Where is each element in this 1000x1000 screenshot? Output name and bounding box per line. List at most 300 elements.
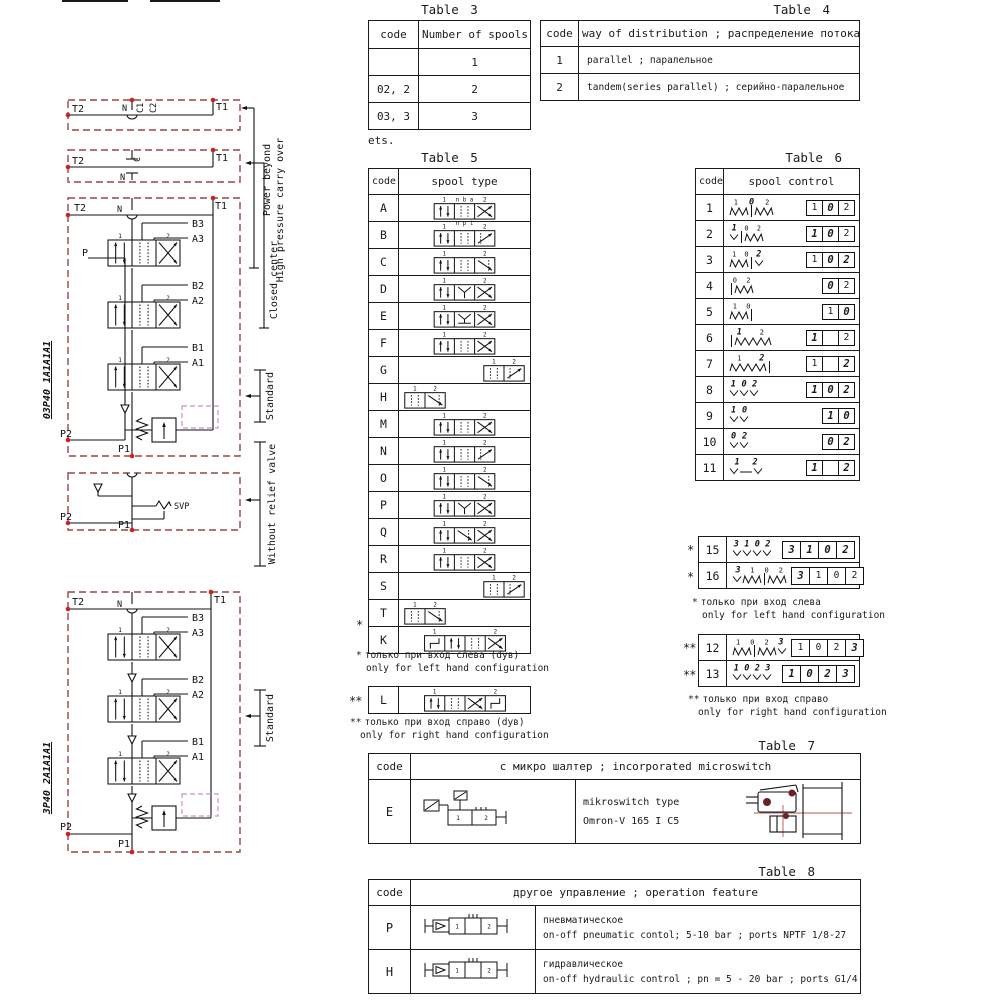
spool-code: L bbox=[369, 687, 399, 714]
control-code: 6 bbox=[696, 325, 724, 351]
control-cell bbox=[727, 537, 860, 563]
spool-code: B bbox=[369, 222, 399, 249]
svg-text:2: 2 bbox=[746, 276, 751, 284]
page-edge-artifact bbox=[62, 0, 128, 2]
spool-symbol bbox=[430, 465, 499, 491]
spool-code: D bbox=[369, 276, 399, 303]
spool-code: O bbox=[369, 465, 399, 492]
table-row bbox=[696, 299, 860, 325]
spool-symbol bbox=[430, 492, 499, 518]
table6-extra-grid bbox=[698, 634, 860, 687]
svg-text:2: 2 bbox=[484, 815, 488, 822]
control-cell bbox=[727, 563, 860, 589]
spool-code: R bbox=[369, 546, 399, 573]
spool-control-symbol bbox=[728, 301, 759, 323]
control-cell bbox=[724, 299, 860, 325]
table8-title: Table 8 bbox=[758, 864, 815, 879]
table-row bbox=[696, 377, 860, 403]
position-box: 0 bbox=[800, 665, 819, 683]
position-box: 2 bbox=[838, 278, 855, 294]
spool-symbol-cell bbox=[399, 330, 531, 357]
spool-symbol-cell bbox=[399, 357, 531, 384]
control-cell bbox=[727, 661, 860, 687]
table-row bbox=[699, 635, 860, 661]
position-box: 2 bbox=[845, 567, 864, 585]
table-cell: 02, 2 bbox=[369, 76, 419, 103]
spool-symbol-cell bbox=[399, 600, 531, 627]
svg-text:1: 1 bbox=[744, 539, 750, 549]
column-header: way of distribution ; распределение потока bbox=[579, 21, 860, 47]
asterisk-marker: * bbox=[687, 543, 694, 557]
svg-text:1: 1 bbox=[118, 233, 122, 240]
svg-text:2: 2 bbox=[433, 602, 437, 609]
spool-symbol bbox=[430, 195, 499, 227]
svg-text:1: 1 bbox=[442, 251, 447, 258]
port-label: N bbox=[117, 205, 123, 215]
table7-code-cell: E bbox=[369, 780, 411, 844]
svg-text:1: 1 bbox=[442, 278, 447, 285]
position-box bbox=[822, 460, 839, 476]
port-label: A3 bbox=[192, 234, 205, 245]
table-4 bbox=[540, 20, 860, 101]
svg-text:1: 1 bbox=[456, 815, 460, 822]
position-box: 1 bbox=[809, 567, 828, 585]
control-code: 1 bbox=[696, 195, 724, 221]
spool-symbol bbox=[430, 438, 499, 464]
circuit-enclosures bbox=[68, 100, 240, 852]
table-cell: 2 bbox=[541, 74, 579, 101]
svg-text:2: 2 bbox=[752, 457, 758, 467]
port-label: C2 bbox=[149, 102, 159, 113]
svg-text:0: 0 bbox=[744, 250, 749, 258]
svg-text:3: 3 bbox=[735, 565, 741, 575]
table-row bbox=[369, 492, 531, 519]
note-text-en: only for left hand configuration bbox=[702, 609, 886, 621]
spool-symbol bbox=[401, 384, 449, 410]
spool-code: G bbox=[369, 357, 399, 384]
port-label: A2 bbox=[192, 690, 205, 701]
svg-text:0: 0 bbox=[730, 431, 737, 441]
svg-text:2: 2 bbox=[166, 357, 170, 364]
table-row bbox=[699, 661, 860, 687]
table6-note-right bbox=[688, 694, 887, 720]
spool-symbol bbox=[430, 411, 499, 437]
svg-text:2: 2 bbox=[482, 332, 487, 339]
table-row bbox=[369, 103, 531, 130]
svg-text:1: 1 bbox=[442, 521, 447, 528]
svg-text:1: 1 bbox=[492, 359, 496, 366]
table-row bbox=[696, 221, 860, 247]
annotation-closed-center: Closed center bbox=[269, 240, 280, 320]
port-label: A1 bbox=[192, 752, 205, 763]
spool-symbol-cell bbox=[399, 492, 531, 519]
spool-symbol-cell bbox=[399, 249, 531, 276]
table-7 bbox=[368, 753, 861, 844]
annotation-power-beyond: Power beyond bbox=[262, 143, 273, 217]
standard-block-1 bbox=[68, 198, 240, 456]
position-box: 0 bbox=[827, 567, 846, 585]
position-box: 2 bbox=[838, 356, 855, 372]
svg-text:1: 1 bbox=[442, 197, 447, 204]
annotation-without-relief: Without relief valve bbox=[267, 443, 278, 565]
svg-text:1: 1 bbox=[442, 224, 447, 231]
svg-text:1: 1 bbox=[732, 302, 737, 310]
annotation-carry-over: High pressure carry over bbox=[275, 137, 286, 283]
svg-text:0: 0 bbox=[741, 405, 748, 415]
position-box: 0 bbox=[822, 226, 839, 242]
svg-text:1: 1 bbox=[432, 689, 436, 696]
svg-text:2: 2 bbox=[741, 431, 748, 441]
spool-control-symbol bbox=[728, 249, 769, 271]
control-code: 7 bbox=[696, 351, 724, 377]
table8-header-code: code bbox=[369, 880, 411, 906]
svg-text:1: 1 bbox=[750, 566, 755, 574]
svg-text:1: 1 bbox=[413, 386, 417, 393]
control-cell bbox=[724, 429, 860, 455]
position-box: 0 bbox=[822, 382, 839, 398]
svg-text:2: 2 bbox=[493, 629, 497, 636]
svg-text:0: 0 bbox=[744, 663, 750, 673]
spool-symbol-cell bbox=[399, 573, 531, 600]
port-label: B3 bbox=[192, 613, 205, 624]
table5-row-l-grid bbox=[368, 686, 531, 714]
svg-text:2: 2 bbox=[756, 249, 762, 259]
annotation-standard-2: Standard bbox=[265, 693, 276, 743]
position-box: 1 bbox=[806, 460, 823, 476]
table4-title: Table 4 bbox=[773, 2, 830, 17]
spool-symbol bbox=[480, 357, 528, 383]
table6-title: Table 6 bbox=[785, 150, 842, 165]
valve-sections bbox=[108, 219, 204, 784]
valve-symbol bbox=[418, 815, 568, 835]
position-box bbox=[822, 330, 839, 346]
table-row bbox=[369, 687, 531, 714]
control-code: 3 bbox=[696, 247, 724, 273]
table-row bbox=[369, 195, 531, 222]
spool-control-symbol bbox=[728, 223, 769, 245]
svg-text:1: 1 bbox=[442, 305, 447, 312]
table3-grid bbox=[368, 20, 531, 130]
table5-grid bbox=[368, 168, 531, 654]
without-relief-block bbox=[68, 473, 240, 530]
table-cell: tandem(series parallel) ; серийно-паралельное bbox=[579, 74, 860, 101]
spool-symbol-cell bbox=[399, 276, 531, 303]
position-box: 0 bbox=[822, 434, 839, 450]
port-label: P1 bbox=[118, 520, 131, 531]
table-row bbox=[369, 438, 531, 465]
table-row bbox=[699, 563, 860, 589]
svg-text:1: 1 bbox=[735, 638, 741, 646]
table8-desc-ru: гидравлическое bbox=[543, 959, 624, 970]
svg-text:2: 2 bbox=[778, 566, 784, 574]
position-box: 1 bbox=[806, 330, 823, 346]
svg-text:1: 1 bbox=[118, 689, 122, 696]
port-label: N bbox=[122, 104, 128, 114]
asterisk-marker: ** bbox=[688, 694, 700, 705]
table8-code-cell: H bbox=[369, 950, 411, 994]
screw-dots bbox=[763, 790, 796, 820]
svg-text:1: 1 bbox=[455, 967, 459, 975]
table-cell: 2 bbox=[419, 76, 531, 103]
position-box: 0 bbox=[838, 304, 855, 320]
microswitch-drawing bbox=[740, 780, 858, 845]
table-row bbox=[696, 403, 860, 429]
table8-code-cell: P bbox=[369, 906, 411, 950]
port-label: T1 bbox=[216, 153, 229, 164]
svg-text:2: 2 bbox=[756, 224, 761, 232]
svg-text:2: 2 bbox=[759, 353, 765, 363]
svg-text:1: 1 bbox=[118, 751, 122, 758]
svg-text:2: 2 bbox=[166, 295, 170, 302]
table-row bbox=[369, 249, 531, 276]
port-label: N bbox=[120, 173, 126, 183]
control-cell bbox=[724, 377, 860, 403]
control-cell bbox=[724, 403, 860, 429]
circuit-wires bbox=[70, 100, 269, 852]
svg-text:2: 2 bbox=[752, 379, 758, 389]
port-lines bbox=[142, 679, 188, 696]
control-cell bbox=[724, 273, 860, 299]
spool-code: T bbox=[369, 600, 399, 627]
position-box: 2 bbox=[838, 382, 855, 398]
asterisk-marker: ** bbox=[350, 717, 362, 728]
svg-text:2: 2 bbox=[512, 359, 516, 366]
position-box: 0 bbox=[838, 408, 855, 424]
column-header: code bbox=[541, 21, 579, 47]
hydraulic-circuit-diagrams bbox=[30, 88, 350, 878]
table3-note: ets. bbox=[368, 134, 395, 147]
svg-text:1: 1 bbox=[731, 223, 737, 233]
table-5-row-l bbox=[368, 686, 531, 714]
svg-text:2: 2 bbox=[482, 305, 487, 312]
spool-symbol bbox=[430, 546, 499, 572]
note-text-en: only for right hand configuration bbox=[360, 729, 549, 741]
control-cell bbox=[724, 195, 860, 221]
table6-grid bbox=[695, 168, 860, 481]
table8-row-h bbox=[369, 950, 861, 994]
svg-text:1: 1 bbox=[432, 629, 436, 636]
svg-text:1: 1 bbox=[118, 627, 122, 634]
column-header: code bbox=[369, 169, 399, 195]
svg-text:2: 2 bbox=[433, 386, 437, 393]
table7-header-main: с микро шалтер ; incorporated microswitch bbox=[411, 754, 861, 780]
port-label: C bbox=[133, 156, 143, 162]
position-box: 3 bbox=[845, 639, 864, 657]
table-8 bbox=[368, 879, 861, 994]
port-lines bbox=[142, 223, 188, 240]
svg-text:1: 1 bbox=[442, 332, 447, 339]
port-label: P bbox=[82, 248, 89, 259]
spool-control-symbol bbox=[731, 663, 777, 685]
svg-text:2: 2 bbox=[764, 638, 769, 646]
position-box: 2 bbox=[838, 200, 855, 216]
table-row bbox=[369, 411, 531, 438]
table-row bbox=[369, 76, 531, 103]
svg-text:2: 2 bbox=[482, 440, 487, 447]
table-row bbox=[369, 600, 531, 627]
table-cell: 1 bbox=[541, 47, 579, 74]
table5-note-left bbox=[356, 650, 549, 676]
table-row bbox=[369, 465, 531, 492]
spool-code: P bbox=[369, 492, 399, 519]
control-code: 8 bbox=[696, 377, 724, 403]
position-box: 2 bbox=[838, 460, 855, 476]
table-row bbox=[696, 247, 860, 273]
port-label: A3 bbox=[192, 628, 205, 639]
table-5 bbox=[368, 168, 531, 654]
port-label: P2 bbox=[60, 429, 73, 440]
control-cell bbox=[724, 455, 860, 481]
control-code: 16 bbox=[699, 563, 727, 589]
port-lines bbox=[142, 617, 188, 634]
spool-control-symbol bbox=[728, 405, 754, 427]
table7-desc-line2: Omron-V 165 I C5 bbox=[583, 815, 680, 827]
port-label: B1 bbox=[192, 737, 205, 748]
control-code: 10 bbox=[696, 429, 724, 455]
spool-symbol bbox=[401, 600, 449, 626]
spool-control-symbol bbox=[731, 565, 792, 587]
spool-symbol bbox=[480, 573, 528, 599]
control-cell bbox=[724, 221, 860, 247]
position-box: 0 bbox=[818, 541, 837, 559]
spool-symbol bbox=[430, 303, 499, 329]
valve-symbol bbox=[421, 967, 525, 989]
spool-control-symbol bbox=[728, 353, 777, 375]
column-header: spool type bbox=[399, 169, 531, 195]
position-box: 2 bbox=[838, 330, 855, 346]
spool-symbol-cell bbox=[399, 687, 531, 714]
table-cell: 3 bbox=[419, 103, 531, 130]
svg-text:2: 2 bbox=[166, 627, 170, 634]
port-label: T1 bbox=[216, 102, 229, 113]
spool-symbol bbox=[430, 249, 499, 275]
table4-grid bbox=[540, 20, 860, 101]
position-box: 1 bbox=[806, 200, 823, 216]
model-code-2: 3P40 2A1A1A1 bbox=[42, 741, 53, 815]
port-label: A1 bbox=[192, 358, 205, 369]
svg-text:0: 0 bbox=[754, 539, 760, 549]
table-row bbox=[696, 429, 860, 455]
control-code: 15 bbox=[699, 537, 727, 563]
table7-desc-line1: mikroswitch type bbox=[583, 796, 680, 808]
spool-control-symbol bbox=[728, 275, 759, 297]
table5-title: Table 5 bbox=[421, 150, 478, 165]
spool-control-symbol bbox=[731, 637, 792, 659]
table-row bbox=[369, 546, 531, 573]
control-code: 5 bbox=[696, 299, 724, 325]
position-box: 1 bbox=[782, 665, 801, 683]
svg-text:1: 1 bbox=[736, 327, 742, 337]
spool-code: K bbox=[369, 627, 399, 654]
table-row bbox=[369, 276, 531, 303]
position-box: 2 bbox=[827, 639, 846, 657]
svg-text:n p t: n p t bbox=[455, 220, 474, 227]
control-cell bbox=[724, 325, 860, 351]
port-label: T2 bbox=[72, 597, 85, 608]
port-label: B1 bbox=[192, 343, 205, 354]
svg-text:n b a: n b a bbox=[455, 197, 474, 204]
table-cell: 1 bbox=[419, 49, 531, 76]
svg-text:2: 2 bbox=[487, 967, 491, 975]
spool-symbol-cell bbox=[399, 411, 531, 438]
svg-text:2: 2 bbox=[754, 663, 760, 673]
position-box: 0 bbox=[822, 278, 839, 294]
position-box: 1 bbox=[791, 639, 810, 657]
svg-text:2: 2 bbox=[482, 521, 487, 528]
svg-text:2: 2 bbox=[166, 233, 170, 240]
port-lines bbox=[142, 347, 188, 364]
table-row bbox=[369, 357, 531, 384]
svg-text:1: 1 bbox=[734, 457, 740, 467]
spool-symbol-cell bbox=[399, 384, 531, 411]
spool-code: M bbox=[369, 411, 399, 438]
table8-desc-en: on-off hydraulic control ; pn = 5 - 20 bar ; ports G1/4 bbox=[543, 974, 858, 985]
table-row bbox=[541, 74, 860, 101]
svg-text:1: 1 bbox=[118, 357, 122, 364]
spool-code: F bbox=[369, 330, 399, 357]
spool-control-symbol bbox=[731, 539, 777, 561]
svg-text:3: 3 bbox=[765, 663, 771, 673]
table-row bbox=[696, 325, 860, 351]
position-box: 3 bbox=[782, 541, 801, 559]
table-row bbox=[369, 303, 531, 330]
table-cell bbox=[369, 49, 419, 76]
svg-text:1: 1 bbox=[730, 405, 737, 415]
position-box: 2 bbox=[838, 434, 855, 450]
closed-center-block bbox=[68, 150, 240, 182]
note-text-en: only for right hand configuration bbox=[698, 706, 887, 718]
port-label: B2 bbox=[192, 675, 205, 686]
position-box: 0 bbox=[822, 252, 839, 268]
asterisk-marker: * bbox=[356, 650, 362, 661]
table8-desc-en: on-off pneumatic contol; 5-10 bar ; ports NPTF 1/8-27 bbox=[543, 930, 847, 941]
table-row bbox=[369, 519, 531, 546]
table8-desc-ru: пневматическое bbox=[543, 915, 624, 926]
svg-text:1: 1 bbox=[730, 379, 736, 389]
svg-text:2: 2 bbox=[482, 197, 487, 204]
svg-text:0: 0 bbox=[750, 638, 755, 646]
table6-extra-grid bbox=[698, 536, 860, 589]
page-edge-artifact bbox=[150, 0, 220, 2]
svg-text:1: 1 bbox=[442, 440, 447, 447]
table-row bbox=[369, 330, 531, 357]
port-label: B3 bbox=[192, 219, 205, 230]
control-code: 12 bbox=[699, 635, 727, 661]
table-row bbox=[369, 384, 531, 411]
svg-text:0: 0 bbox=[746, 302, 751, 310]
table-row bbox=[369, 222, 531, 249]
svg-text:2: 2 bbox=[759, 328, 764, 336]
table-row bbox=[541, 47, 860, 74]
svg-text:0: 0 bbox=[748, 197, 755, 207]
spool-code: Q bbox=[369, 519, 399, 546]
table-row bbox=[369, 573, 531, 600]
position-box: 3 bbox=[836, 665, 855, 683]
table7-title: Table 7 bbox=[758, 738, 815, 753]
control-cell bbox=[724, 247, 860, 273]
port-label: P1 bbox=[118, 444, 131, 455]
position-box: 1 bbox=[806, 382, 823, 398]
control-code: 4 bbox=[696, 273, 724, 299]
svg-text:3: 3 bbox=[778, 637, 784, 647]
svg-text:2: 2 bbox=[765, 198, 770, 206]
svg-text:1: 1 bbox=[733, 198, 738, 206]
table8-row-p bbox=[369, 906, 861, 950]
spool-symbol bbox=[430, 519, 499, 545]
port-label: P2 bbox=[60, 512, 73, 523]
note-text-ru: только при вход справо bbox=[702, 694, 829, 705]
table-cell: parallel ; паралельное bbox=[579, 47, 860, 74]
